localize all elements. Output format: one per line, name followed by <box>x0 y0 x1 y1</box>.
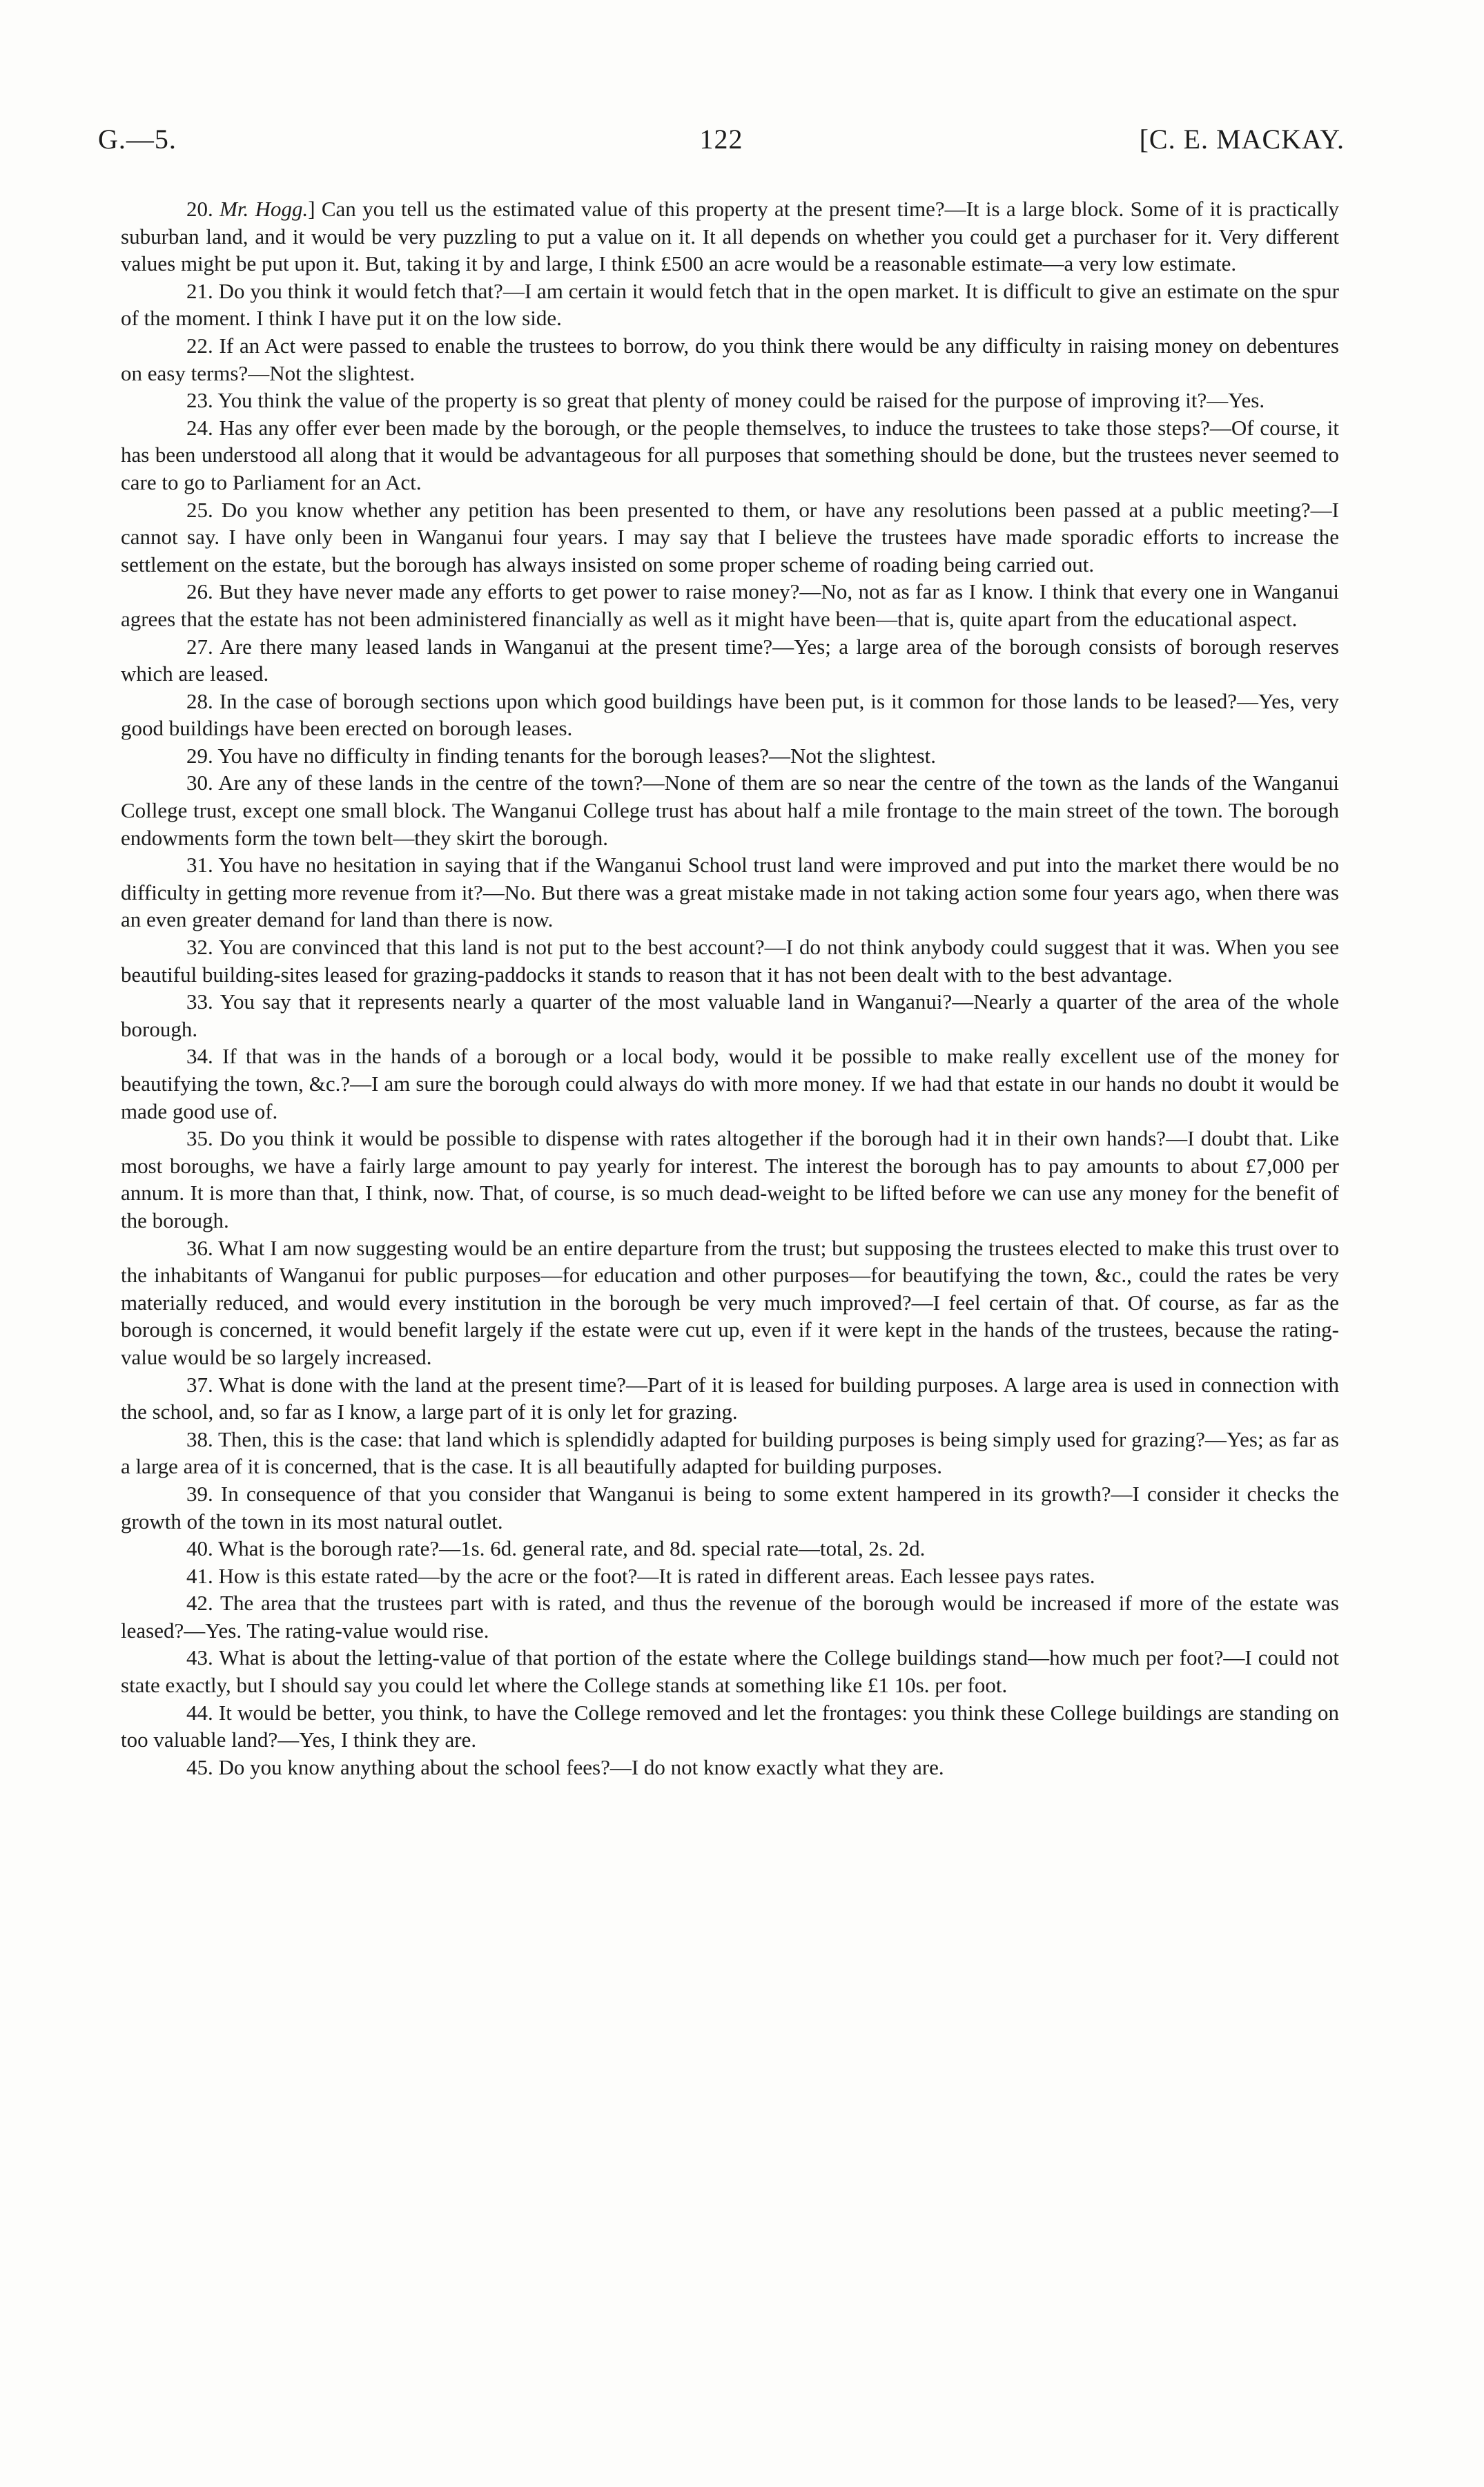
paragraph-text: 44. It would be better, you think, to have the College removed and let the frontages: you think these College buildings are standing on too valuable land?—Yes, I think they are. <box>121 1700 1339 1752</box>
paragraph-text: 35. Do you think it would be possible to dispense with rates altogether if the borough had it in their own hands?—I doubt that. Like most boroughs, we have a fairly large amount to pay yearly for interest. The interest the borough has to pay amounts to about £7,000 per annum. It is more than that, I think, now. That, of course, is so much dead-weight to be lifted before we can use any money for the benefit of the borough. <box>121 1126 1339 1232</box>
paragraph-text: 40. What is the borough rate?—1s. 6d. general rate, and 8d. special rate—total, 2s. 2d. <box>186 1536 926 1561</box>
question-paragraph-28 <box>121 688 1339 742</box>
question-paragraph-33 <box>121 988 1339 1043</box>
paragraph-text: 26. But they have never made any efforts to get power to raise money?—No, not as far as I know. I think that every one in Wanganui agrees that the estate has not been administered financially as well as it might have been—that is, quite apart from the educational aspect. <box>121 579 1339 631</box>
question-paragraph-40 <box>121 1535 1339 1562</box>
paragraph-text: 39. In consequence of that you consider that Wanganui is being to some extent hampered in its growth?—I consider it checks the growth of the town in its most natural outlet. <box>121 1481 1339 1533</box>
document-reference: G.—5. <box>98 124 177 155</box>
page-number: 122 <box>699 124 743 155</box>
question-paragraph-24 <box>121 414 1339 496</box>
paragraph-text: 37. What is done with the land at the present time?—Part of it is leased for building purposes. A large area is used in connection with the school, and, so far as I know, a large part of it is only let for grazing. <box>121 1372 1339 1424</box>
question-paragraph-38 <box>121 1426 1339 1480</box>
question-paragraph-29 <box>121 742 1339 770</box>
paragraph-text: 31. You have no hesitation in saying that if the Wanganui School trust land were improved and put into the market there would be no difficulty in getting more revenue from it?—No. But there was a great mistake made in not taking action some four years ago, when there was an even greater demand for land than there is now. <box>121 853 1339 932</box>
question-paragraph-35 <box>121 1125 1339 1234</box>
paragraph-text: 42. The area that the trustees part with is rated, and thus the revenue of the borough would be increased if more of the estate was leased?—Yes. The rating-value would rise. <box>121 1591 1339 1643</box>
paragraph-text: 34. If that was in the hands of a borough or a local body, would it be possible to make really excellent use of the money for beautifying the town, &c.?—I am sure the borough could always do with more money. If we had that estate in our hands no doubt it would be made good use of. <box>121 1044 1339 1123</box>
question-paragraph-32 <box>121 933 1339 988</box>
paragraph-text: 36. What I am now suggesting would be an entire departure from the trust; but supposing the trustees elected to make this trust over to the inhabitants of Wanganui for public purposes—for education and other purposes—for beautifying the town, &c., could the rates be very materially reduced, and would every institution in the borough be very much improved?—I feel certain of that. Of course, as far as the borough is concerned, it would benefit largely if the estate were cut up, even if it were kept in the hands of the trustees, because the rating-value would be so largely increased. <box>121 1235 1339 1369</box>
witness-name: [C. E. MACKAY. <box>1139 124 1345 155</box>
speaker-name: Mr. Hogg. <box>219 197 309 221</box>
paragraph-text: 20. Mr. Hogg.] Can you tell us the estimated value of this property at the present time?—It is a large block. Some of it is practically suburban land, and it would be very puzzling to put a value on it. It all depends on whether you could get a purchaser for it. Very different values might be put upon it. But, taking it by and large, I think £500 an acre would be a reasonable estimate—a very low estimate. <box>121 197 1340 276</box>
question-paragraph-42 <box>121 1589 1339 1644</box>
question-paragraph-41 <box>121 1562 1339 1590</box>
question-paragraph-22 <box>121 332 1339 387</box>
paragraph-text: 29. You have no difficulty in finding tenants for the borough leases?—Not the slightest. <box>186 743 936 768</box>
question-paragraph-44 <box>121 1699 1339 1754</box>
paragraph-text: 22. If an Act were passed to enable the trustees to borrow, do you think there would be any difficulty in raising money on debentures on easy terms?—Not the slightest. <box>121 333 1339 385</box>
question-paragraph-25 <box>121 496 1339 579</box>
paragraph-text: 24. Has any offer ever been made by the borough, or the people themselves, to induce the trustees to take those steps?—Of course, it has been understood all along that it would be advantageous for all purposes that something should be done, but the trustees never seemed to care to go to Parliament for an Act. <box>121 415 1339 494</box>
paragraph-text: 38. Then, this is the case: that land which is splendidly adapted for building purposes is being simply used for grazing?—Yes; as far as a large area of it is concerned, that is the case. It is all beautifully adapted for building purposes. <box>121 1426 1339 1479</box>
question-paragraph-27 <box>121 633 1339 688</box>
paragraph-text: 45. Do you know anything about the school fees?—I do not know exactly what they are. <box>186 1754 944 1779</box>
paragraph-text: 23. You think the value of the property is so great that plenty of money could be raised for the purpose of improving it?—Yes. <box>186 388 1265 413</box>
paragraph-text: 21. Do you think it would fetch that?—I am certain it would fetch that in the open market. It is difficult to give an estimate on the spur of the moment. I think I have put it on the low side. <box>121 278 1339 331</box>
question-paragraph-36 <box>121 1235 1339 1371</box>
page-header <box>98 123 1345 157</box>
question-paragraph-21 <box>121 278 1339 332</box>
question-paragraph-37 <box>121 1371 1339 1426</box>
paragraph-text: 27. Are there many leased lands in Wanganui at the present time?—Yes; a large area of the borough consists of borough reserves which are leased. <box>121 634 1339 686</box>
question-paragraph-45 <box>121 1754 1339 1781</box>
paragraph-text: 28. In the case of borough sections upon which good buildings have been put, is it common for those lands to be leased?—Yes, very good buildings have been erected on borough leases. <box>121 688 1339 741</box>
paragraph-text: 33. You say that it represents nearly a quarter of the most valuable land in Wanganui?—Nearly a quarter of the area of the whole borough. <box>121 989 1339 1041</box>
paragraph-text: 32. You are convinced that this land is not put to the best account?—I do not think anybody could suggest that it was. When you see beautiful building-sites leased for grazing-paddocks it stands to reason that it has not been dealt with to the best advantage. <box>121 935 1339 987</box>
question-paragraph-43 <box>121 1644 1339 1699</box>
question-paragraph-20 <box>121 195 1339 278</box>
paragraph-text: 41. How is this estate rated—by the acre or the foot?—It is rated in different areas. Each lessee pays rates. <box>186 1563 1095 1588</box>
paragraph-text: 43. What is about the letting-value of that portion of the estate where the College buildings stand—how much per foot?—I could not state exactly, but I should say you could let where the College stands at something like £1 10s. per foot. <box>121 1645 1339 1698</box>
question-paragraph-26 <box>121 578 1339 632</box>
question-paragraph-23 <box>121 387 1339 414</box>
question-paragraph-34 <box>121 1043 1339 1125</box>
question-paragraph-30 <box>121 769 1339 851</box>
transcript-body <box>121 195 1339 1781</box>
question-paragraph-39 <box>121 1480 1339 1535</box>
paragraph-text: 30. Are any of these lands in the centre of the town?—None of them are so near the centre of the town as the lands of the Wanganui College trust, except one small block. The Wanganui College trust has about half a mile frontage to the main street of the town. The borough endowments form the town belt—they skirt the borough. <box>121 771 1339 850</box>
paragraph-text: 25. Do you know whether any petition has been presented to them, or have any resolutions been passed at a public meeting?—I cannot say. I have only been in Wanganui four years. I may say that I believe the trustees have made sporadic efforts to increase the settlement on the estate, but the borough has always insisted on some proper scheme of roading being carried out. <box>121 497 1339 577</box>
question-paragraph-31 <box>121 851 1339 933</box>
